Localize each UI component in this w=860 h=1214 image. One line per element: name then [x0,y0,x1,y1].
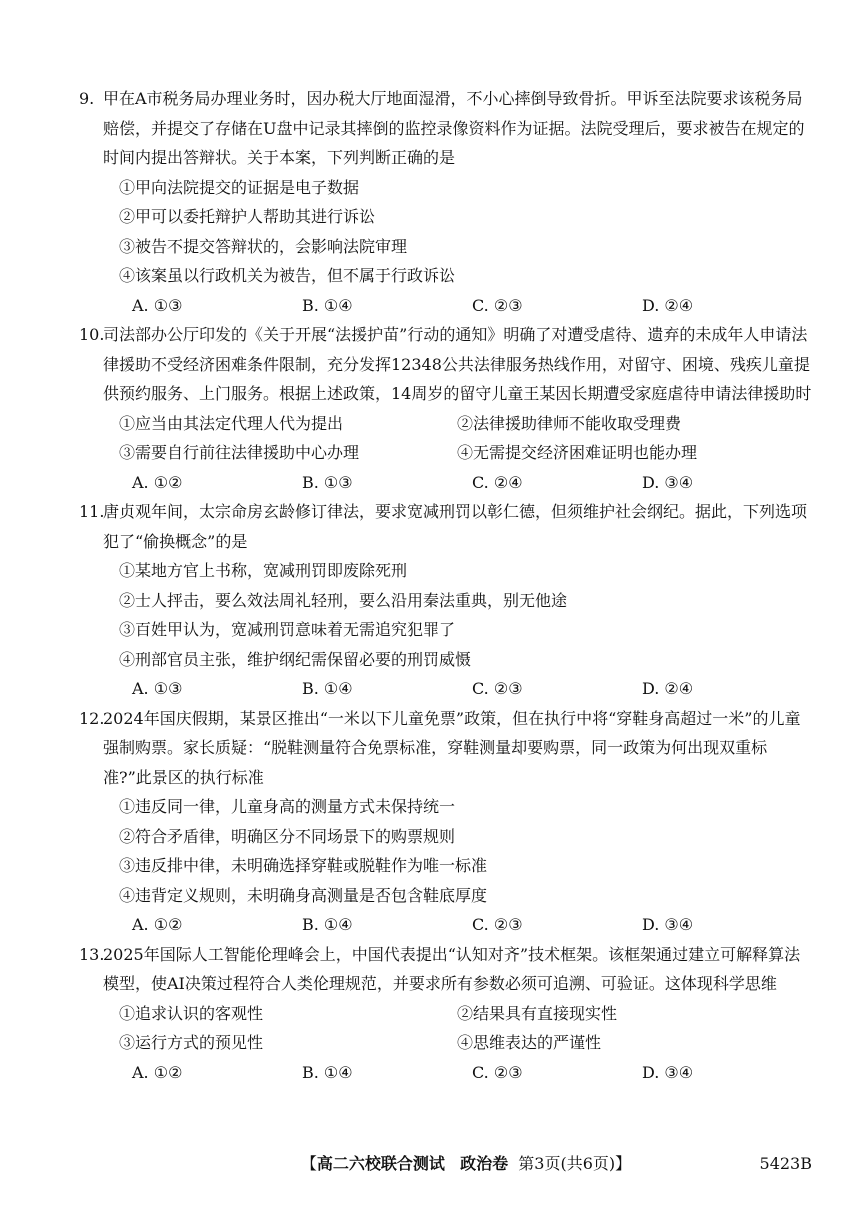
option-a: A. ①③ [132,679,183,698]
answer-options [103,910,814,940]
statement: ①追求认识的客观性 [119,1003,264,1023]
question-stem [79,320,814,409]
statement: ①甲向法院提交的证据是电子数据 [119,177,360,197]
option-a: A. ①② [132,1062,183,1082]
statement: ①某地方官上书称，宽减刑罚即废除死刑 [119,561,408,580]
option-d: D. ③④ [642,915,694,934]
question-number: 13. [79,944,105,964]
statements-grid [103,409,814,468]
footer-bracket-open: 【 [300,1154,317,1173]
statement: ③被告不提交答辩状的，会影响法院审理 [119,236,408,256]
option-d: D. ③④ [642,1062,694,1082]
option-c: C. ②③ [472,295,523,315]
paper-code: 5423B [759,1154,812,1173]
statement: ④该案虽以行政机关为被告，但不属于行政诉讼 [119,266,456,285]
question-stem [79,497,814,556]
option-c: C. ②③ [472,915,523,934]
footer-label [301,1152,631,1176]
statement: ③需要自行前往法律援助中心办理 [119,443,360,462]
statement: ②甲可以委托辩护人帮助其进行诉讼 [119,207,376,226]
option-a: A. ①② [132,472,183,492]
question-text: 司法部办公厅印发的《关于开展“法援护苗”行动的通知》明确了对遭受虐待、遗弃的未成年人申请法律援助不受经济困难条件限制，充分发挥12348公共法律服务热线作用，对留守、困境、残疾儿童提供预约服务、上门服务。根据上述政策，14周岁的留守儿童王某因长期遭受家庭虐待申请法律援助时 [103,325,812,403]
option-b: B. ①③ [302,472,353,492]
subject-name: 政治卷 [460,1154,509,1173]
answer-options [103,674,814,704]
question-number: 9. [79,89,95,108]
question-13 [79,940,814,1088]
option-b: B. ①④ [302,295,353,315]
question-12 [79,704,814,940]
statement: ②士人抨击，要么效法周礼轻刑，要么沿用秦法重典，别无他途 [119,590,568,610]
footer-bracket-close: 】 [615,1154,632,1173]
question-stem [79,704,814,793]
option-b: B. ①④ [302,915,353,934]
statement: ②符合矛盾律，明确区分不同场景下的购票规则 [119,826,456,846]
question-text: 唐贞观年间，太宗命房玄龄修订律法，要求宽减刑罚以彰仁德，但须维护社会纲纪。据此，下列选项犯了“偷换概念”的是 [103,502,808,551]
question-number: 10. [79,325,105,344]
option-a: A. ①② [132,915,183,934]
answer-options [103,1058,814,1088]
option-d: D. ②④ [642,679,694,698]
statement: ④刑部官员主张，维护纲纪需保留必要的刑罚威慑 [119,649,472,669]
option-b: B. ①④ [302,679,353,698]
question-text: 2024年国庆假期，某景区推出“一米以下儿童免票”政策，但在执行中将“穿鞋身高超过一米”的儿童强制购票。家长质疑：“脱鞋测量符合免票标准，穿鞋测量却要购票，同一政策为何出现双重标准?”此景区的执行标准 [103,708,801,787]
option-c: C. ②③ [472,679,523,698]
question-stem [79,84,814,173]
page-number: 第3页(共6页) [518,1154,616,1173]
statement: ①应当由其法定代理人代为提出 [119,413,344,433]
statement: ③运行方式的预见性 [119,1033,264,1052]
question-text: 2025年国际人工智能伦理峰会上，中国代表提出“认知对齐”技术框架。该框架通过建立可解释算法模型，使AI决策过程符合人类伦理规范，并要求所有参数必须可追溯、可验证。这体现科学思维 [103,944,801,993]
option-b: B. ①④ [302,1062,353,1082]
option-d: D. ③④ [642,472,694,492]
option-c: C. ②③ [472,1062,523,1082]
page-footer [0,1152,860,1176]
question-number: 11. [79,502,105,521]
question-text: 甲在A市税务局办理业务时，因办税大厅地面湿滑，不小心摔倒导致骨折。甲诉至法院要求该税务局赔偿，并提交了存储在U盘中记录其摔倒的监控录像资料作为证据。法院受理后，要求被告在规定的时间内提出答辩状。关于本案，下列判断正确的是 [103,89,805,167]
option-a: A. ①③ [132,295,183,315]
statement: ②法律援助律师不能收取受理费 [457,413,682,433]
statement: ④违背定义规则，未明确身高测量是否包含鞋底厚度 [119,885,488,905]
statement: ②结果具有直接现实性 [457,1003,618,1023]
question-10 [79,320,814,497]
statement: ④思维表达的严谨性 [457,1033,602,1052]
statement: ④无需提交经济困难证明也能办理 [457,443,698,462]
statement: ①违反同一律，儿童身高的测量方式未保持统一 [119,797,456,816]
question-number: 12. [79,708,105,728]
question-9 [79,84,814,320]
statement: ③违反排中律，未明确选择穿鞋或脱鞋作为唯一标准 [119,856,488,875]
exam-name: 高二六校联合测试 [316,1154,445,1173]
answer-options [103,291,814,321]
statements-grid [103,999,814,1058]
option-d: D. ②④ [642,295,694,315]
question-stem [79,940,814,999]
answer-options [103,468,814,498]
question-11 [79,497,814,704]
option-c: C. ②④ [472,472,523,492]
statement: ③百姓甲认为，宽减刑罚意味着无需追究犯罪了 [119,620,456,639]
